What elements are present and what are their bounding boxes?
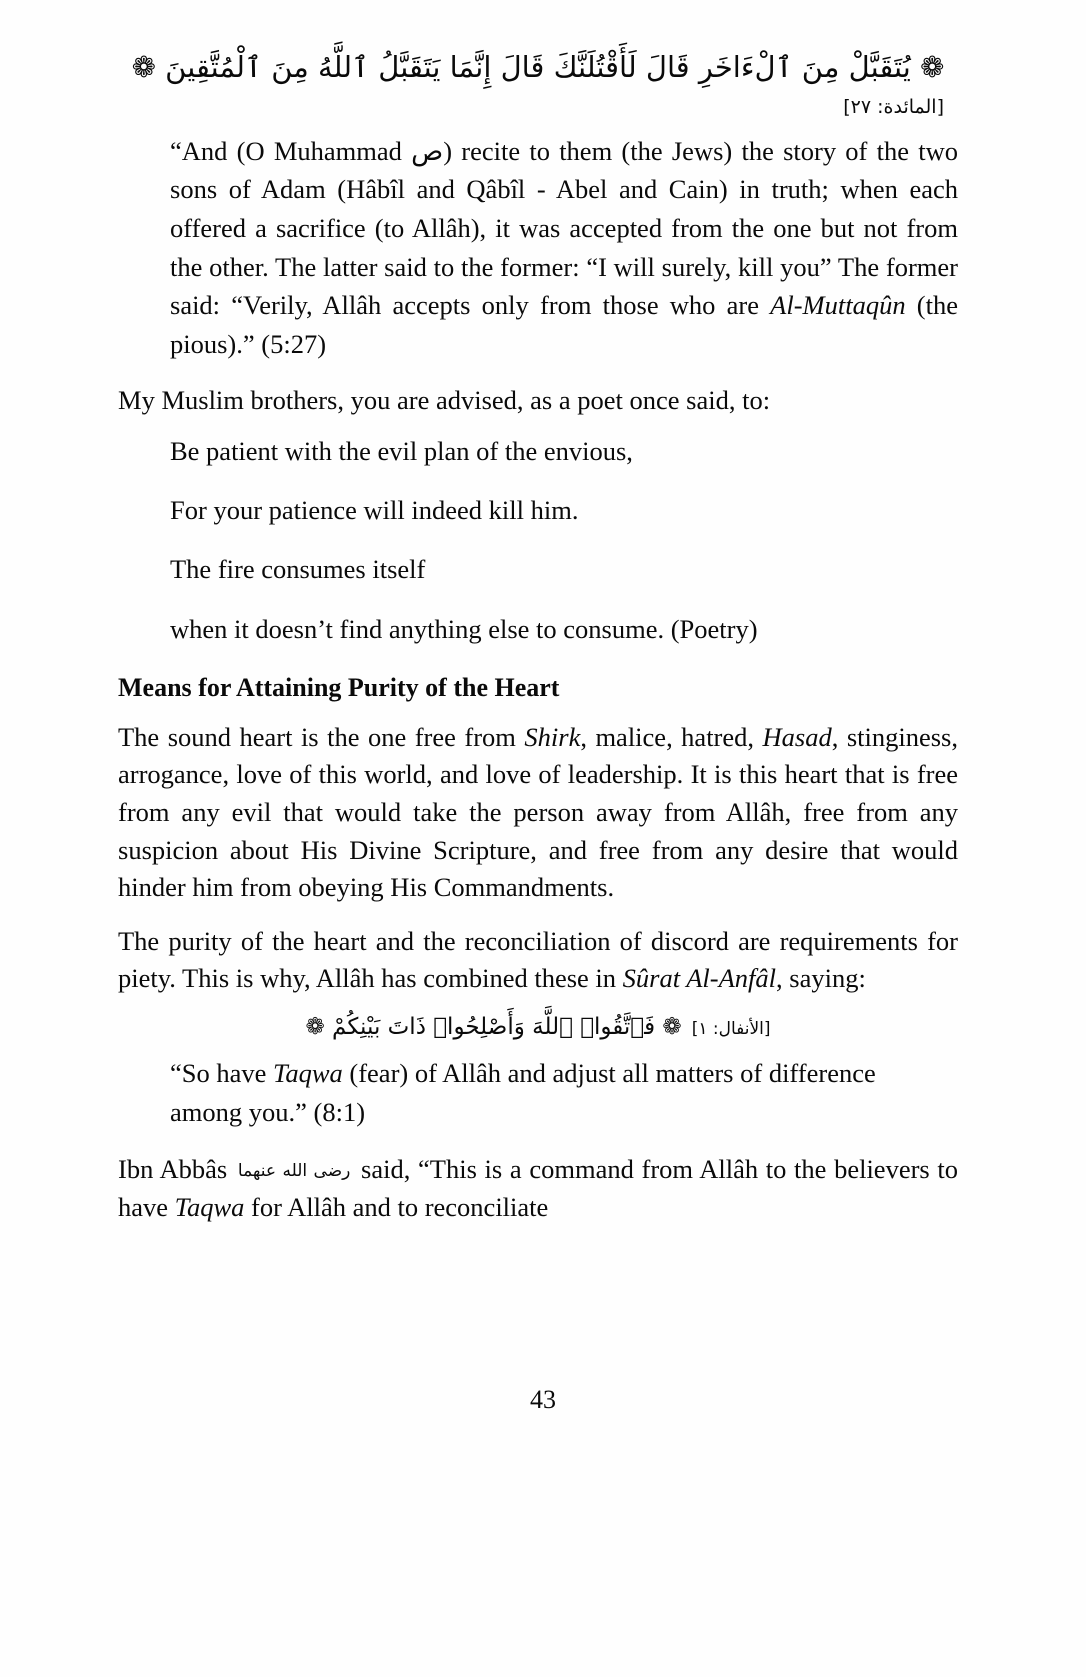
translation-1-text: “And (O Muhammad ص) recite to them (the Jews) the story of the two sons of Adam (Hâbîl and Qâbîl - Abel and Cain) in truth; when each offered a sacrifice (to Allâh), it was accepted from the one but not from the other. The latter said to the former: “I will surely, kill you” The former said: “Verily, Allâh accepts only from those who are — [170, 135, 958, 321]
quran-verse-block-2 — [118, 1014, 958, 1040]
quran-verse-reference-1: [المائدة: ٢٧] — [843, 95, 944, 118]
purity-italic-surat: Sûrat Al-Anfâl — [622, 963, 777, 994]
translation-1-italic-term: Al-Muttaqûn — [770, 290, 906, 321]
paragraph-purity — [118, 923, 958, 998]
translation-2-italic-taqwa: Taqwa — [273, 1058, 343, 1089]
ibn-abbas-part-2: said, “This is a command from Allâh to the believers to have — [118, 1154, 958, 1223]
sound-heart-part-3: , stinginess, arrogance, love of this world, and love of leadership. It is this heart that is free from any evil that would take the person away from Allâh, free from any suspicion about His Divine Scripture, and free from any desire that would hinder him from obeying His Commandments. — [118, 721, 958, 903]
sound-heart-part-1: The sound heart is the one free from — [118, 721, 525, 752]
page-number: 43 — [530, 1385, 556, 1414]
paragraph-ibn-abbas — [118, 1151, 958, 1226]
translation-block-1 — [170, 132, 958, 364]
arabic-honorific-radiyallahu-anhuma: رضى الله عنهما — [237, 1161, 351, 1182]
sound-heart-part-2: , malice, hatred, — [580, 721, 763, 752]
ibn-abbas-italic-taqwa: Taqwa — [174, 1192, 245, 1223]
translation-2-part-1: “So have — [170, 1058, 274, 1089]
translation-block-2 — [170, 1054, 930, 1131]
poetry-line-1: Be patient with the evil plan of the envious, — [170, 436, 633, 467]
purity-part-1: The purity of the heart and the reconciliation of discord are requirements for piety. This is why, Allâh has combined these in — [118, 925, 958, 994]
ibn-abbas-part-1: Ibn Abbâs — [118, 1154, 235, 1185]
purity-part-2: , saying: — [776, 963, 866, 994]
sound-heart-italic-hasad: Hasad — [762, 721, 832, 752]
poetry-line-3: The fire consumes itself — [170, 554, 426, 585]
poetry-line-4: when it doesn’t find anything else to consume. (Poetry) — [170, 613, 758, 644]
paragraph-sound-heart — [118, 719, 958, 907]
page-content — [118, 44, 958, 1243]
translation-2-part-2: (fear) of Allâh and adjust all matters of difference among you.” (8:1) — [170, 1058, 876, 1127]
quran-verse-arabic-2: ❁ فَٱتَّقُوا۟ ٱللَّهَ وَأَصْلِحُوا۟ ذَاتَ بَيْنِكُمْ ❁ — [305, 1014, 682, 1041]
poetry-line-2: For your patience will indeed kill him. — [170, 495, 579, 526]
quran-verse-arabic-1: ❁ يُتَقَبَّلْ مِنَ ٱلْءَاخَرِ قَالَ لَأَقْتُلَنَّكَ قَالَ إِنَّمَا يَتَقَبَّلُ ٱللَّهُ مِنَ ٱلْمُتَّقِينَ ❁ — [131, 50, 945, 84]
ibn-abbas-part-3: for Allâh and to reconciliate — [244, 1192, 549, 1223]
quran-verse-reference-2: [الأنفال: ١] — [691, 1019, 771, 1040]
sound-heart-italic-shirk: Shirk — [524, 721, 581, 752]
section-heading: Means for Attaining Purity of the Heart — [118, 672, 560, 702]
translation-1-text-end: (the pious).” (5:27) — [170, 290, 958, 359]
lead-paragraph: My Muslim brothers, you are advised, as a poet once said, to: — [118, 384, 771, 415]
